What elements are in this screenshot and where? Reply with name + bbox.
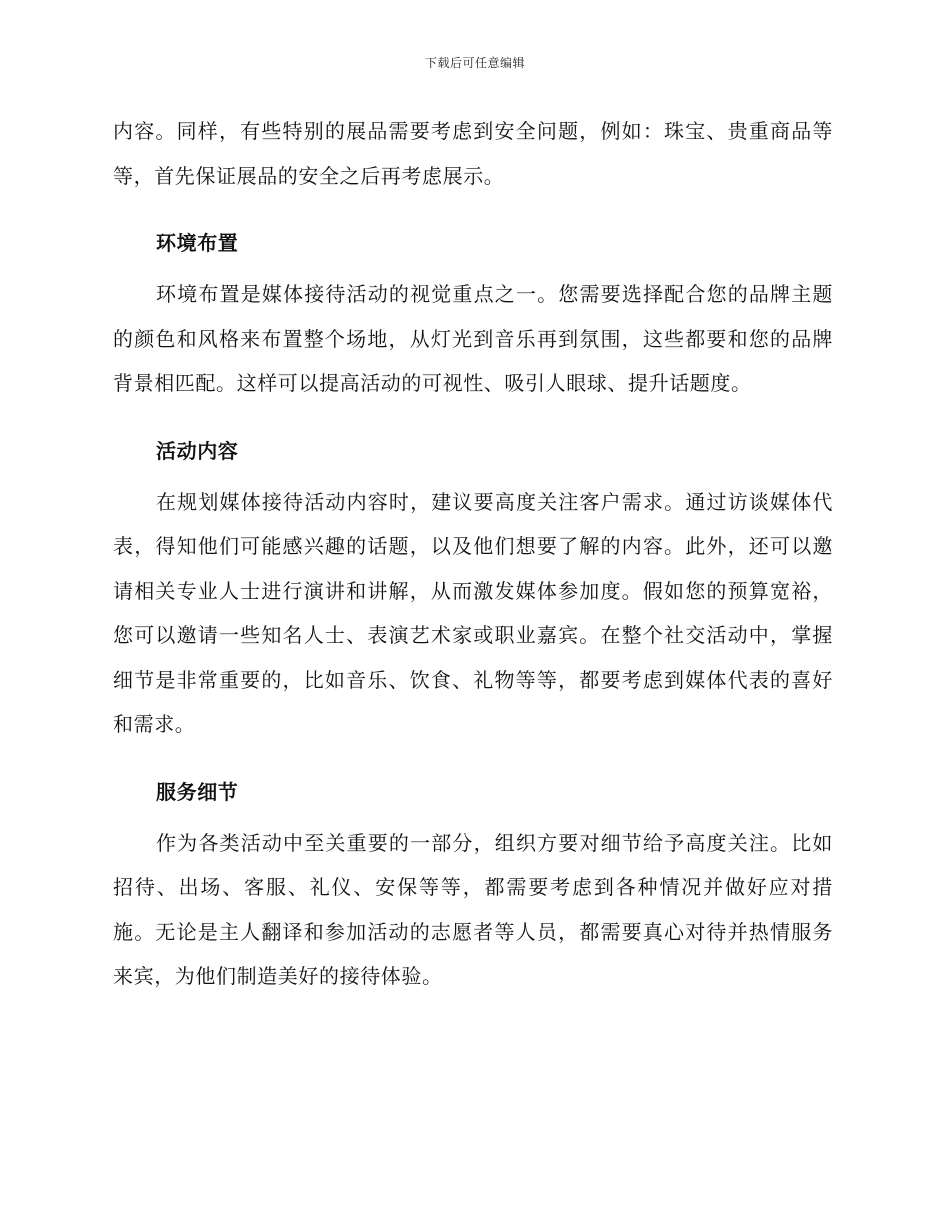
section-heading-environment: 环境布置	[156, 231, 239, 255]
section-spacer	[113, 406, 833, 420]
document-body	[113, 109, 833, 999]
section-heading-activity-content: 活动内容	[156, 438, 239, 463]
intro-paragraph: 内容。同样，有些特别的展品需要考虑到安全问题，例如：珠宝、贵重商品等等，首先保证展品的安全之后再考虑展示。	[113, 119, 833, 188]
section-heading-service-details: 服务细节	[156, 779, 239, 804]
page-header-note: 下载后可任意编辑	[424, 56, 525, 70]
section-body-service-details: 作为各类活动中至关重要的一部分，组织方要对细节给予高度关注。比如招待、出场、客服、礼仪、安保等等，都需要考虑到各种情况并做好应对措施。无论是主人翻译和参加活动的志愿者等人员，都需要真心对待并热情服务来宾，为他们制造美好的接待体验。	[113, 830, 833, 988]
section-spacer	[113, 747, 833, 761]
section-body-activity-content: 在规划媒体接待活动内容时，建议要高度关注客户需求。通过访谈媒体代表，得知他们可能感兴趣的话题，以及他们想要了解的内容。此外，还可以邀请相关专业人士进行演讲和讲解，从而激发媒体参加度。假如您的预算宽裕，您可以邀请一些知名人士、表演艺术家或职业嘉宾。在整个社交活动中，掌握细节是非常重要的，比如音乐、饮食、礼物等等，都要考虑到媒体代表的喜好和需求。	[113, 489, 833, 736]
section-spacer	[113, 198, 833, 212]
section-body-environment: 环境布置是媒体接待活动的视觉重点之一。您需要选择配合您的品牌主题的颜色和风格来布置整个场地，从灯光到音乐再到氛围，这些都要和您的品牌背景相匹配。这样可以提高活动的可视性、吸引人眼球、提升话题度。	[113, 282, 833, 395]
